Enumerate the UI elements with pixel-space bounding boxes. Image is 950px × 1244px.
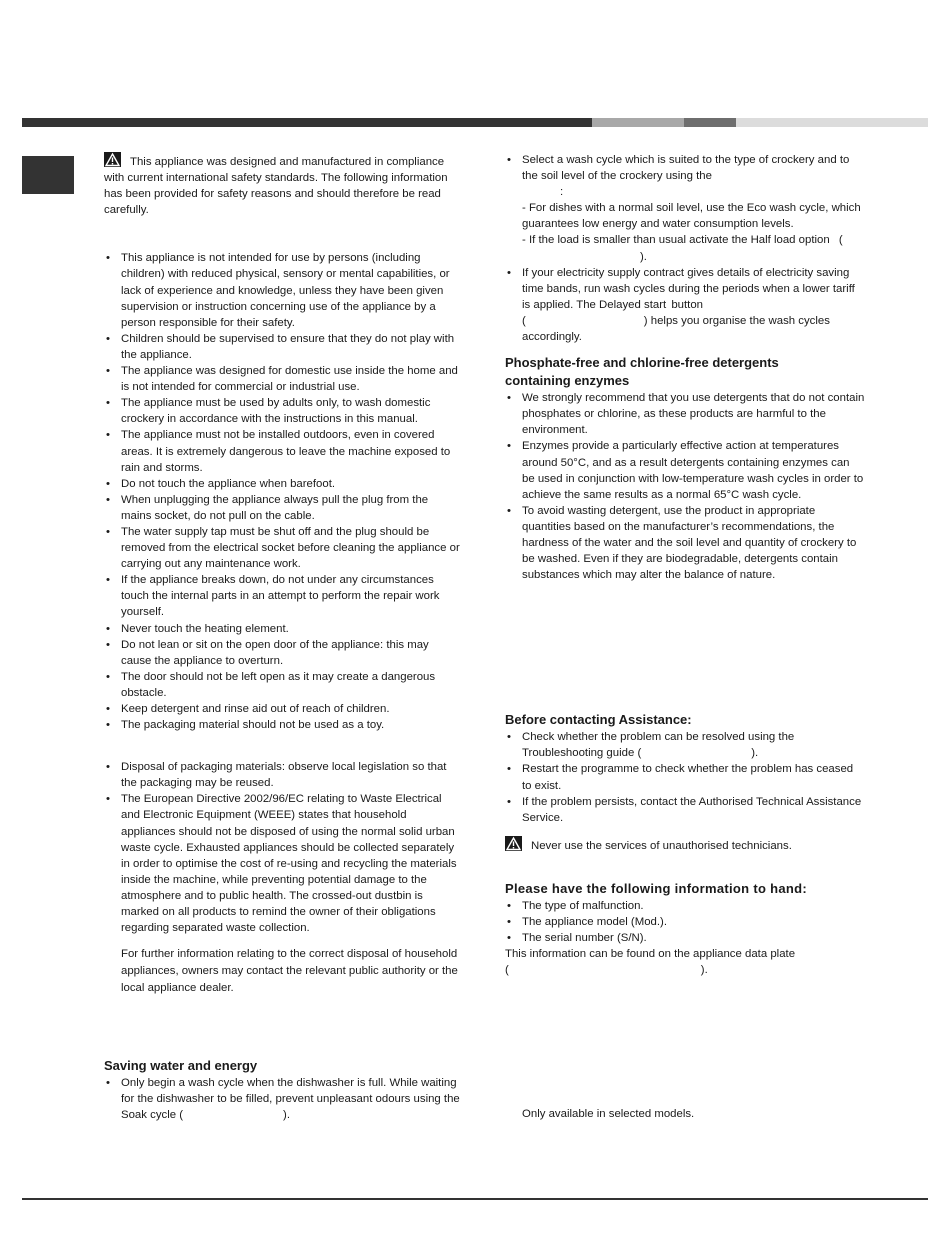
list-item: • Keep detergent and rinse aid out of reach of children. — [104, 701, 460, 717]
saving-heading: Saving water and energy — [104, 1058, 258, 1074]
list-item: • To avoid wasting detergent, use the product in appropriate quantities based on the manufacturer’s recommendations, the hardness of the water and the soil level and quantity of crockery to be washed. Even if they are biodegradable, detergents contain substances which may alter the balance of nature. — [505, 503, 865, 583]
assistance-heading: Before contacting Assistance: — [505, 712, 692, 728]
assistance-warning: Never use the services of unauthorised technicians. — [505, 836, 865, 854]
list-item: • Restart the programme to check whether the problem has ceased to exist. — [505, 761, 865, 793]
list-item: • The appliance was designed for domestic use inside the home and is not intended for commercial or industrial use. — [104, 363, 460, 395]
left-column — [104, 152, 460, 1124]
list-item: • Do not lean or sit on the open door of the appliance: this may cause the appliance to overturn. — [104, 637, 460, 669]
info-plate-reference: ( ). — [505, 964, 708, 977]
list-item: • Enzymes provide a particularly effective action at temperatures around 50°C, and as a result detergents containing enzymes can be used in conjunction with low-temperature wash cycles in order to achieve the same results as a normal 65°C wash cycle. — [505, 438, 865, 502]
header-bar-grey — [592, 118, 684, 127]
warning-triangle-icon — [104, 152, 121, 167]
header-bar-light — [736, 118, 928, 127]
saving-list-continued — [505, 152, 865, 345]
list-item: • If your electricity supply contract gives details of electricity saving time bands, run wash cycles during the periods when a lower tariff is applied. The Delayed start button ( ) helps you organise the wash cycles accordingly. — [505, 265, 865, 345]
list-item: • The serial number (S/N). — [505, 930, 865, 946]
detergents-heading: Phosphate-free and chlorine-free detergents containing enzymes — [505, 355, 779, 389]
list-item: • We strongly recommend that you use detergents that do not contain phosphates or chlorine, as these products are harmful to the environment. — [505, 390, 865, 438]
section-tab — [22, 156, 74, 194]
assistance-list — [505, 729, 865, 826]
list-item: • The appliance must be used by adults only, to wash domestic crockery in accordance with the instructions in this manual. — [104, 395, 460, 427]
intro-paragraph: This appliance was designed and manufactured in compliance with current international safety standards. The following information has been provided for safety reasons and should therefore be read carefully. — [104, 152, 460, 218]
footnote: Only available in selected models. — [522, 1108, 695, 1121]
header-bar-dark — [22, 118, 592, 127]
list-item: • The European Directive 2002/96/EC relating to Waste Electrical and Electronic Equipment (WEEE) states that household appliances should not be disposed of using the normal solid urban waste cycle. Exhausted appliances should be collected separately in order to optimise the cost of re-using and recycling the materials inside the machine, while preventing potential damage to the atmosphere and to public health. The crossed-out dustbin is marked on all products to remind the owner of their obligations regarding separated waste collection. — [104, 791, 460, 936]
list-item: • Never touch the heating element. — [104, 621, 460, 637]
list-item: • The door should not be left open as it may create a dangerous obstacle. — [104, 669, 460, 701]
disposal-list — [104, 759, 460, 936]
right-column — [505, 152, 865, 1122]
list-item: • The appliance must not be installed outdoors, even in covered areas. It is extremely dangerous to leave the machine exposed to rain and storms. — [104, 427, 460, 475]
bottom-rule — [22, 1198, 928, 1200]
list-item: • Disposal of packaging materials: observe local legislation so that the packaging may be reused. — [104, 759, 460, 791]
saving-list — [104, 1075, 460, 1123]
warning-triangle-icon — [505, 836, 522, 851]
list-item: • The water supply tap must be shut off and the plug should be removed from the electrical socket before cleaning the appliance or carrying out any maintenance work. — [104, 524, 460, 572]
list-item: • The type of malfunction. — [505, 898, 865, 914]
list-item: • If the appliance breaks down, do not under any circumstances touch the internal parts in an attempt to perform the repair work yourself. — [104, 572, 460, 620]
detergents-list — [505, 390, 865, 583]
list-item: • Do not touch the appliance when barefoot. — [104, 476, 460, 492]
list-item: • Select a wash cycle which is suited to the type of crockery and to the soil level of the crockery using the : - For dishes with a normal soil level, use the Eco wash cycle, which guarantees low energy and water consumption levels. - If the load is smaller than usual activate the Half load option (). — [505, 152, 865, 265]
list-item: • The packaging material should not be used as a toy. — [104, 717, 460, 733]
list-item: • If the problem persists, contact the Authorised Technical Assistance Service. — [505, 794, 865, 826]
disposal-note: For further information relating to the correct disposal of household appliances, owners may contact the relevant public authority or the local appliance dealer. — [121, 948, 458, 995]
info-plate-text: This information can be found on the appliance data plate — [505, 948, 796, 961]
info-heading: Please have the following information to hand: — [505, 880, 807, 896]
header-bar-mid — [684, 118, 736, 127]
list-item: • Only begin a wash cycle when the dishwasher is full. While waiting for the dishwasher to be filled, prevent unpleasant odours using the Soak cycle ( ). — [104, 1075, 460, 1123]
list-item: • This appliance is not intended for use by persons (including children) with reduced physical, sensory or mental capabilities, or lack of experience and knowledge, unless they have been given supervision or instruction concerning use of the appliance by a person responsible for their safety. — [104, 250, 460, 330]
safety-list — [104, 250, 460, 733]
info-list — [505, 898, 865, 946]
list-item: • When unplugging the appliance always pull the plug from the mains socket, do not pull on the cable. — [104, 492, 460, 524]
list-item: • The appliance model (Mod.). — [505, 914, 865, 930]
list-item: • Check whether the problem can be resolved using the Troubleshooting guide ( ). — [505, 729, 865, 761]
list-item: • Children should be supervised to ensure that they do not play with the appliance. — [104, 331, 460, 363]
